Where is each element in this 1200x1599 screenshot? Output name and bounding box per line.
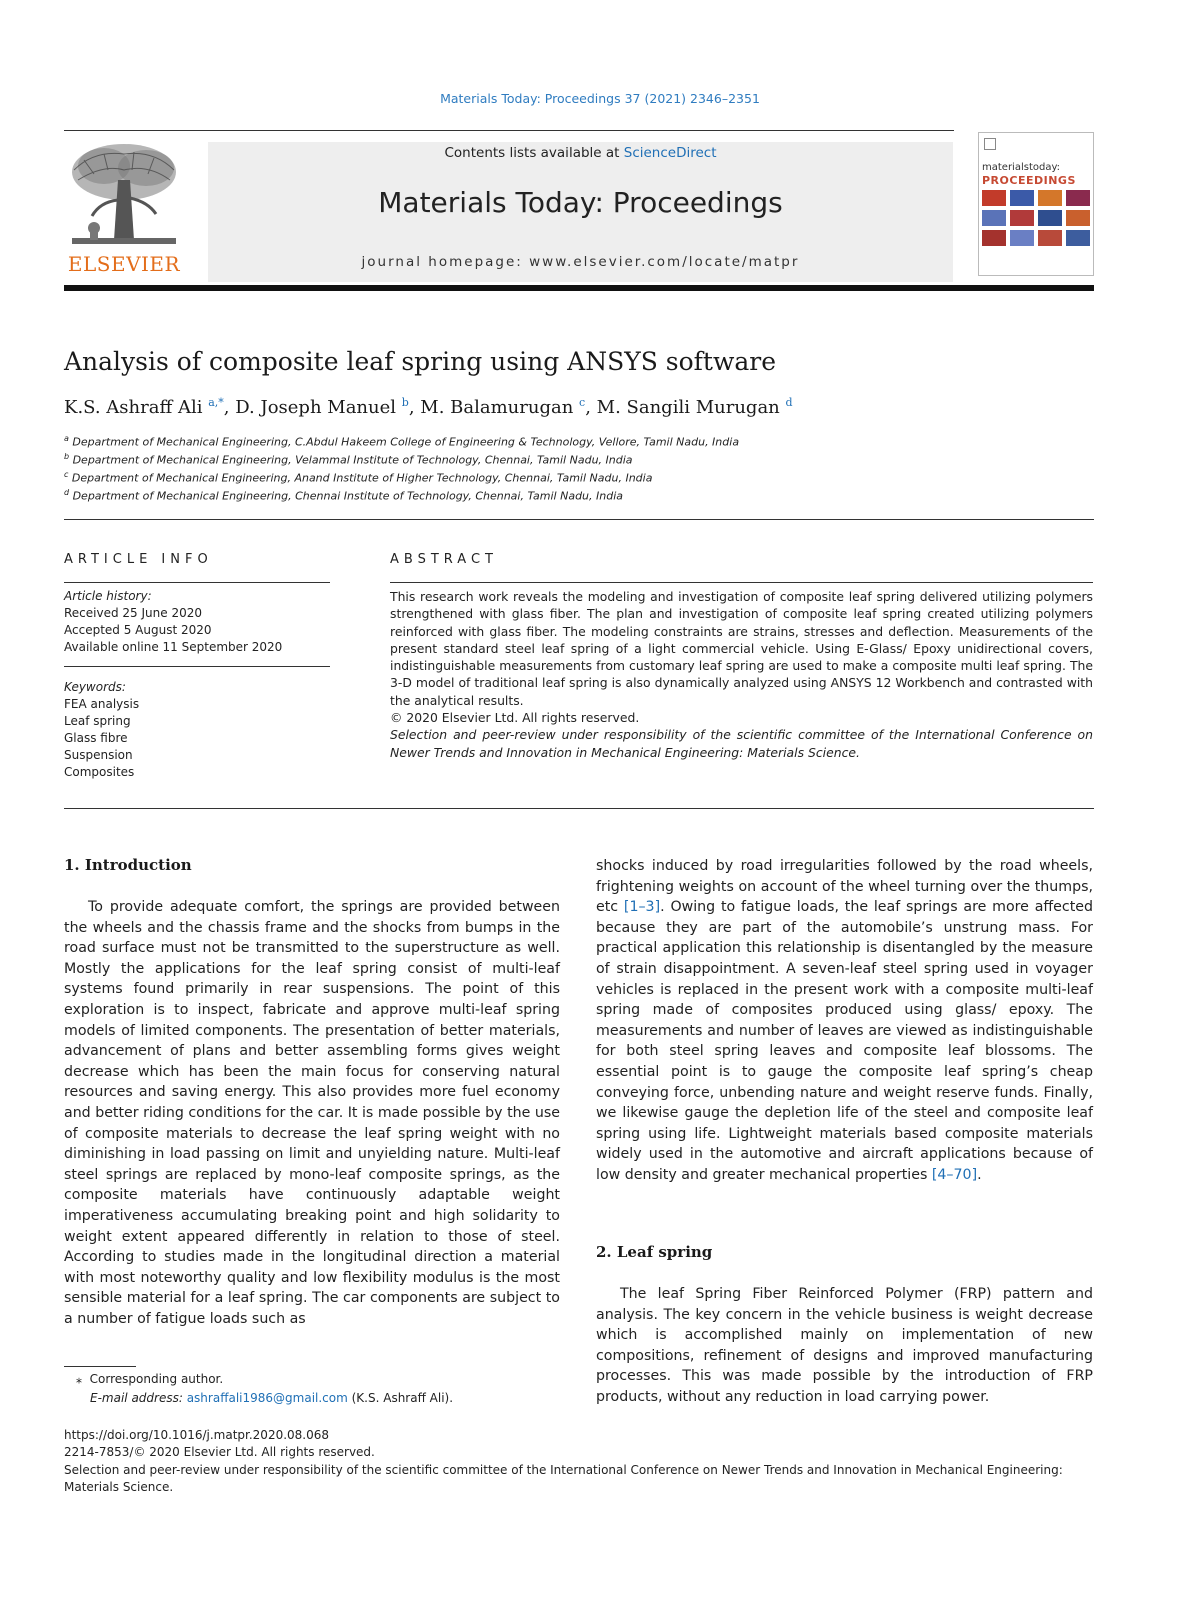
author-affiliation-mark[interactable]: b (401, 396, 409, 409)
author-name: M. Balamurugan (420, 397, 574, 418)
body-paragraph: To provide adequate comfort, the springs are provided between the wheels and the chassis frame and the shocks from bumps in the road surface must not be transmitted to the superstructure as well. Mostly the applications for the leaf spring consist of multi-leaf systems found primarily in rear suspensions. The point of this exploration is to inspect, fabricate and approve multi-leaf spring models of limited components. The presentation of better materials, advancement of plans and better assembling forms gives weight decrease which has been the main focus for conserving natural resources and saving energy. This also provides more fuel economy and better riding conditions for the car. It is made possible by the use of composite materials to decrease the leaf spring weight with no diminishing in load passing on limit and unyielding nature. Multi-leaf steel springs are replaced by mono-leaf composite springs, as the composite materials have continuously adaptable weight imperativeness accumulating breaking point and high solidarity to weight extent appeared differently in relation to those of steel. According to studies made in the longitudinal direction a material with most noteworthy quality and low flexibility modulus is the most sensible material for a leaf spring. The car components are subject to a number of fatigue loads such as (64, 899, 560, 1327)
issn-copyright: 2214-7853/© 2020 Elsevier Ltd. All rights reserved. (64, 1445, 375, 1459)
asterisk-icon: ⁎ (76, 1372, 82, 1386)
abstract-selection-note: Selection and peer-review under responsibility of the scientific committee of the International Conference on Newer Trends and Innovation in Mechanical Engineering: Materials Science. (390, 727, 1093, 760)
introduction-body (64, 897, 560, 1329)
author-name: K.S. Ashraff Ali (64, 397, 203, 418)
abstract-rule (390, 582, 1093, 583)
footnote-rule (64, 1366, 136, 1367)
affiliation: $^d$ Department of Mechanical Engineering, Chennai Institute of Technology, Chennai, Tamil Nadu, India (64, 488, 624, 503)
right-column-continuation (596, 856, 1093, 1186)
paper-title: Analysis of composite leaf spring using ANSYS software (64, 347, 777, 376)
cover-brand-text: materialstoday: (982, 162, 1061, 173)
cover-proceedings-text: PROCEEDINGS (982, 174, 1076, 187)
received-date: Received 25 June 2020 (64, 606, 202, 620)
affiliation: $^b$ Department of Mechanical Engineering, Velammal Institute of Technology, Chennai, Tamil Nadu, India (64, 452, 633, 467)
article-info-heading: ARTICLE INFO (64, 552, 213, 567)
reference-link[interactable]: [1–3] (623, 899, 661, 916)
footer-selection-note: Selection and peer-review under responsibility of the scientific committee of the International Conference on Newer Trends and Innovation in Mechanical Engineering: Materials Science. (64, 1463, 1063, 1494)
keyword: Leaf spring (64, 714, 131, 728)
header-bottom-rule (64, 285, 1094, 291)
author-name: D. Joseph Manuel (235, 397, 397, 418)
sciencedirect-link[interactable]: ScienceDirect (623, 145, 717, 161)
cover-corner-mark (984, 138, 996, 150)
keyword: FEA analysis (64, 697, 140, 711)
reference-link[interactable]: [4–70] (931, 1166, 978, 1183)
abstract-body (390, 588, 1093, 761)
accepted-date: Accepted 5 August 2020 (64, 623, 212, 637)
email-note: E-mail address: ashraffali1986@gmail.com (K.S. Ashraff Ali). (90, 1391, 454, 1405)
journal-name: Materials Today: Proceedings (378, 186, 783, 219)
keyword: Composites (64, 765, 135, 779)
section-heading-introduction: 1. Introduction (64, 856, 192, 874)
author-affiliation-mark[interactable]: d (785, 396, 793, 409)
corresponding-author-note: ⁎ Corresponding author. (76, 1372, 224, 1386)
journal-citation[interactable]: Materials Today: Proceedings 37 (2021) 2346–2351 (440, 91, 760, 106)
doi-link[interactable]: https://doi.org/10.1016/j.matpr.2020.08.068 (64, 1428, 330, 1442)
article-history-label: Article history: (64, 589, 152, 603)
section-divider (64, 808, 1094, 809)
author-affiliation-mark[interactable]: a,* (208, 396, 224, 409)
homepage-prefix: journal homepage: (361, 254, 530, 270)
author-name: M. Sangili Murugan (596, 397, 780, 418)
keyword: Glass fibre (64, 731, 128, 745)
cover-tile-grid (982, 190, 1090, 258)
elsevier-wordmark: ELSEVIER (67, 252, 181, 276)
section-divider (64, 519, 1094, 520)
author-affiliation-mark[interactable]: c (579, 396, 586, 409)
keywords-label: Keywords: (64, 680, 126, 694)
leaf-spring-body (596, 1284, 1093, 1408)
body-paragraph: The leaf Spring Fiber Reinforced Polymer (FRP) pattern and analysis. The key concern in the vehicle business is weight decrease which is accomplished mainly on implementation of new compositions, refinement of designs and improved manufacturing processes. This was made possible by the introduction of FRP products, without any reduction in load carrying power. (596, 1286, 1093, 1405)
author-list: K.S. Ashraff Ali $^{a,*}$, D. Joseph Manuel $^b$, M. Balamurugan $^c$, M. Sangili Murugan $^d$ (64, 396, 793, 418)
affiliation: $^c$ Department of Mechanical Engineering, Anand Institute of Higher Technology, Chennai, Tamil Nadu, India (64, 470, 653, 485)
email-link[interactable]: ashraffali1986@gmail.com (186, 1391, 348, 1405)
abstract-copyright: © 2020 Elsevier Ltd. All rights reserved. (390, 710, 640, 726)
keywords-rule (64, 666, 330, 667)
header-top-rule (64, 130, 954, 131)
journal-homepage-line (208, 254, 953, 270)
section-heading-leaf-spring: 2. Leaf spring (596, 1243, 713, 1261)
abstract-heading: ABSTRACT (390, 552, 498, 567)
available-online-date: Available online 11 September 2020 (64, 640, 283, 654)
affiliation: $^a$ Department of Mechanical Engineering, C.Abdul Hakeem College of Engineering & Technology, Vellore, Tamil Nadu, India (64, 434, 740, 449)
homepage-url-link[interactable]: www.elsevier.com/locate/matpr (529, 254, 800, 270)
abstract-paragraph: This research work reveals the modeling and investigation of composite leaf spring delivered utilizing polymers strengthened with glass fiber. The plan and investigation of composite leaf spring created utilizing polymers reinforced with glass fiber. The modeling constraints are strains, stresses and deflection. Measurements of the present standard steel leaf spring of a light commercial vehicle. Using E-Glass/ Epoxy unidirectional covers, indistinguishable measurements from customary leaf spring are used to make a composite multi leaf spring. The 3-D model of traditional leaf spring is also dynamically analyzed using ANSYS 12 Workbench and contrasted with the analytical results. (390, 589, 1093, 708)
keyword: Suspension (64, 748, 133, 762)
contents-available-line (208, 145, 953, 161)
body-paragraph: shocks induced by road irregularities followed by the road wheels, frightening weights on account of the wheel turning over the thumps, etc [1–3]. Owing to fatigue loads, the leaf springs are more affected because they are part of the automobile’s unstrung mass. For practical application this relationship is disentangled by the measure of strain disappointment. A seven-leaf steel spring used in voyager vehicles is replaced in the present work with a composite multi-leaf spring made of composites produced using glass/ epoxy. The measurements and number of leaves are viewed as indistinguishable for both steel spring leaves and composite leaf blossoms. The essential point is to gauge the composite leaf spring’s cheap conveying force, unbending nature and weight reserve funds. Finally, we likewise gauge the depletion life of the steel and composite leaf spring using life. Lightweight materials based composite materials widely used in the automotive and aircraft applications because of low density and greater mechanical properties [4–70]. (596, 858, 1093, 1183)
article-info-rule (64, 582, 330, 583)
contents-prefix: Contents lists available at (444, 145, 624, 161)
